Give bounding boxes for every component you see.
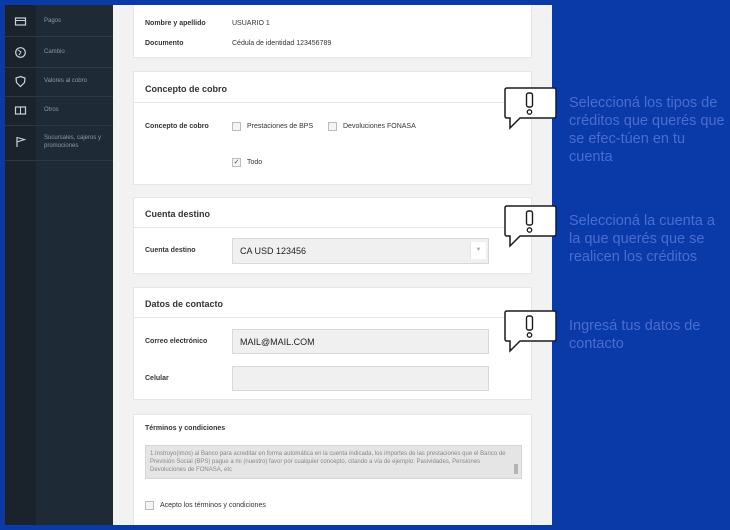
sidebar-item-cambio[interactable] (5, 38, 113, 68)
email-value: MAIL@MAIL.COM (240, 337, 315, 347)
exclamation-callout-icon (502, 86, 558, 130)
document-label: Documento (145, 40, 184, 47)
divider (134, 102, 531, 103)
sidebar-item-label: Cambio (44, 49, 65, 55)
email-label: Correo electrónico (145, 338, 208, 345)
phone-label: Celular (145, 375, 169, 382)
prestaciones-checkbox[interactable] (232, 122, 241, 131)
accept-terms-checkbox[interactable] (145, 501, 154, 510)
sidebar-item-pagos[interactable] (5, 7, 113, 37)
flag-icon (14, 135, 27, 148)
sidebar-item-label: Valores al cobro (44, 78, 87, 84)
globe-icon (14, 46, 27, 59)
contacto-title: Datos de contacto (145, 299, 224, 309)
sidebar-item-valores[interactable] (5, 67, 113, 97)
exclamation-callout-icon (502, 309, 558, 353)
form-page (113, 5, 552, 525)
todo-checkbox[interactable]: ✓ (233, 159, 240, 166)
email-field[interactable] (232, 329, 489, 354)
concepto-row-label: Concepto de cobro (145, 123, 209, 130)
terminos-card (133, 414, 532, 525)
chevron-down-icon[interactable]: ▼ (470, 242, 486, 259)
terms-text: 1.Instruyo(imos) al Banco para acreditar en forma automática en la cuenta indicada, los importes de las prestaciones que el Banco de Previsión Social (BPS) pague a mi (nuestro) favor por cualquier concepto, citando a vía de ejemplo: Pasividades, Pensiones Devoluciones de FONASA, etc (150, 451, 506, 473)
hint-contacto: Ingresá tus datos de contacto (569, 318, 701, 352)
shield-icon (14, 75, 27, 88)
concepto-title: Concepto de cobro (145, 84, 228, 94)
fonasa-checkbox[interactable] (328, 122, 337, 131)
card-icon (14, 104, 27, 117)
contacto-card (133, 287, 532, 400)
phone-field[interactable] (232, 366, 489, 391)
sidebar (5, 5, 113, 525)
sidebar-item-otros[interactable] (5, 96, 113, 126)
cuenta-select[interactable] (232, 238, 489, 264)
sidebar-item-label: Sucursales, cajeros y promociones (44, 135, 102, 149)
document-value: Cédula de identidad 123456789 (232, 40, 332, 47)
divider (134, 227, 531, 228)
terminos-title: Términos y condiciones (145, 425, 226, 432)
fonasa-label: Devoluciones FONASA (343, 123, 416, 130)
sidebar-item-label: Pagos (44, 18, 62, 24)
cuenta-row-label: Cuenta destino (145, 247, 196, 254)
terms-scrollbar[interactable] (514, 464, 518, 474)
hint-concepto: Seleccioná los tipos de créditos que querés que se efec-túen en tu cuenta (569, 95, 725, 165)
terms-textarea[interactable] (145, 445, 522, 479)
sidebar-item-sucursales[interactable] (5, 127, 113, 161)
concepto-card (133, 71, 532, 185)
divider (134, 317, 531, 318)
cuenta-card (133, 197, 532, 274)
identity-card (133, 5, 532, 58)
cuenta-title: Cuenta destino (145, 209, 211, 219)
accept-terms-label: Acepto los términos y condiciones (160, 502, 266, 509)
cuenta-select-value: CA USD 123456 (240, 246, 307, 256)
hint-cuenta: Seleccioná la cuenta a la que querés que se realicen los créditos (569, 213, 715, 265)
card-icon (14, 15, 27, 28)
prestaciones-label: Prestaciones de BPS (247, 123, 314, 130)
sidebar-item-label: Otros (44, 107, 59, 113)
name-value: USUARIO 1 (232, 20, 270, 27)
todo-label: Todo (247, 159, 263, 166)
exclamation-callout-icon (502, 204, 558, 248)
name-label: Nombre y apellido (145, 20, 206, 27)
